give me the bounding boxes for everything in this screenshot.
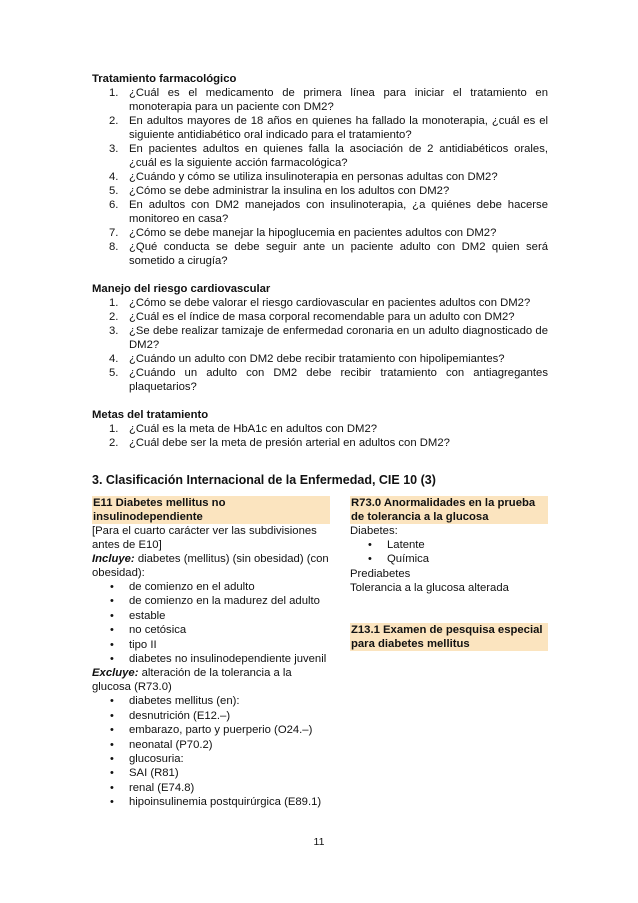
question-item [92, 170, 548, 184]
e11-excluye [92, 666, 330, 694]
question-text: ¿Cómo se debe valorar el riesgo cardiovascular en pacientes adultos con DM2? [129, 297, 531, 309]
bullet-item: • desnutrición (E12.–) [92, 709, 330, 723]
bullet-item: • tipo II [92, 638, 330, 652]
question-text: ¿Cuál es el medicamento de primera línea para iniciar el tratamiento en monoterapia para un paciente con DM2? [129, 87, 548, 113]
question-text: En pacientes adultos en quienes falla la asociación de 2 antidiabéticos orales, ¿cuál es la siguiente acción farmacológica? [129, 143, 548, 169]
question-text: ¿Cuándo un adulto con DM2 debe recibir tratamiento con antiagregantes plaquetarios? [129, 367, 548, 393]
section-metas [92, 408, 548, 450]
question-list [92, 86, 548, 268]
question-item [92, 324, 548, 352]
question-text: ¿Cuándo y cómo se utiliza insulinoterapia en personas adultas con DM2? [129, 171, 498, 183]
question-item [92, 86, 548, 114]
question-item [92, 142, 548, 170]
question-text: ¿Cuál es la meta de HbA1c en adultos con DM2? [129, 423, 378, 435]
cie-heading: 3. Clasificación Internacional de la Enfermedad, CIE 10 (3) [92, 473, 436, 487]
question-number: 2. [109, 311, 119, 323]
question-item [92, 310, 548, 324]
question-text: En adultos mayores de 18 años en quienes ha fallado la monoterapia, ¿cuál es el siguiente antidiabético oral indicado para el tratamiento? [129, 115, 548, 141]
question-number: 6. [109, 199, 119, 211]
question-text: ¿Cómo se debe manejar la hipoglucemia en pacientes adultos con DM2? [129, 227, 497, 239]
bullet-item: • SAI (R81) [92, 766, 330, 780]
incluye-label: Incluye: [92, 553, 135, 565]
cie-columns [92, 496, 548, 826]
question-item [92, 240, 548, 268]
question-number: 8. [109, 241, 119, 253]
question-number: 2. [109, 437, 119, 449]
incluye-list [92, 580, 330, 666]
cie-r73-column [350, 496, 548, 651]
question-item [92, 366, 548, 394]
excluye-list [92, 694, 330, 809]
bullet-item: • de comienzo en el adulto [92, 580, 330, 594]
question-item [92, 226, 548, 240]
question-number: 2. [109, 115, 119, 127]
section-tratamiento [92, 72, 548, 268]
excluye-text: alteración de la tolerancia a la glucosa (R73.0) [92, 667, 292, 694]
question-number: 7. [109, 227, 119, 239]
question-number: 5. [109, 185, 119, 197]
question-list [92, 296, 548, 394]
document-page [92, 72, 548, 826]
question-text: ¿Qué conducta se debe seguir ante un paciente adulto con DM2 quien será sometido a cirugía? [129, 241, 548, 267]
question-number: 3. [109, 143, 119, 155]
question-number: 5. [109, 367, 119, 379]
bullet-item: • no cetósica [92, 623, 330, 637]
excluye-label: Excluye: [92, 667, 139, 680]
cie-e11-column [92, 496, 330, 810]
bullet-item: • hipoinsulinemia postquirúrgica (E89.1) [92, 795, 330, 809]
question-text: En adultos con DM2 manejados con insulinoterapia, ¿a quiénes debe hacerse monitoreo en casa? [129, 199, 548, 225]
e11-note: [Para el cuarto carácter ver las subdivisiones antes de E10] [92, 525, 317, 551]
bullet-item: • embarazo, parto y puerperio (O24.–) [92, 723, 330, 737]
question-text: ¿Cuál es el índice de masa corporal recomendable para un adulto con DM2? [129, 311, 515, 323]
question-text: ¿Cuál debe ser la meta de presión arterial en adultos con DM2? [129, 437, 450, 449]
bullet-item: • renal (E74.8) [92, 781, 330, 795]
question-text: ¿Cómo se debe administrar la insulina en los adultos con DM2? [129, 185, 450, 197]
z13-header: Z13.1 Examen de pesquisa especial para diabetes mellitus [350, 623, 548, 651]
question-item [92, 436, 548, 450]
question-item [92, 296, 548, 310]
diabetes-list [350, 538, 548, 567]
section-title: Manejo del riesgo cardiovascular [92, 283, 271, 295]
diabetes-label: Diabetes: [350, 525, 398, 537]
e11-incluye [92, 552, 330, 580]
question-text: ¿Se debe realizar tamizaje de enfermedad coronaria en un adulto diagnosticado de DM2? [129, 325, 548, 351]
incluye-text: diabetes (mellitus) (sin obesidad) (con obesidad): [92, 553, 329, 579]
question-number: 1. [109, 87, 119, 99]
bullet-item: • diabetes no insulinodependiente juvenil [92, 652, 330, 666]
question-item [92, 184, 548, 198]
question-number: 3. [109, 325, 119, 337]
bullet-item: • diabetes mellitus (en): [92, 694, 330, 708]
r73-header: R73.0 Anormalidades en la prueba de tolerancia a la glucosa [350, 496, 548, 524]
bullet-item: • de comienzo en la madurez del adulto [92, 594, 330, 608]
question-number: 1. [109, 423, 119, 435]
question-item [92, 114, 548, 142]
bullet-item: • neonatal (P70.2) [92, 738, 330, 752]
bullet-item: • Latente [350, 538, 548, 552]
question-item [92, 422, 548, 436]
question-item [92, 198, 548, 226]
bullet-item: • Química [350, 552, 548, 566]
question-number: 1. [109, 297, 119, 309]
section-title: Tratamiento farmacológico [92, 73, 237, 85]
question-item [92, 352, 548, 366]
section-riesgo-cv [92, 282, 548, 394]
question-number: 4. [109, 353, 119, 365]
prediabetes-text: Prediabetes [350, 567, 411, 580]
page-number: 11 [313, 836, 325, 848]
section-title: Metas del tratamiento [92, 409, 209, 421]
question-list [92, 422, 548, 450]
tolerancia-text: Tolerancia a la glucosa alterada [350, 581, 509, 594]
question-text: ¿Cuándo un adulto con DM2 debe recibir tratamiento con hipolipemiantes? [129, 353, 505, 365]
e11-header: E11 Diabetes mellitus no insulinodependiente [92, 496, 330, 524]
bullet-item: • glucosuria: [92, 752, 330, 766]
bullet-item: • estable [92, 609, 330, 623]
question-number: 4. [109, 171, 119, 183]
